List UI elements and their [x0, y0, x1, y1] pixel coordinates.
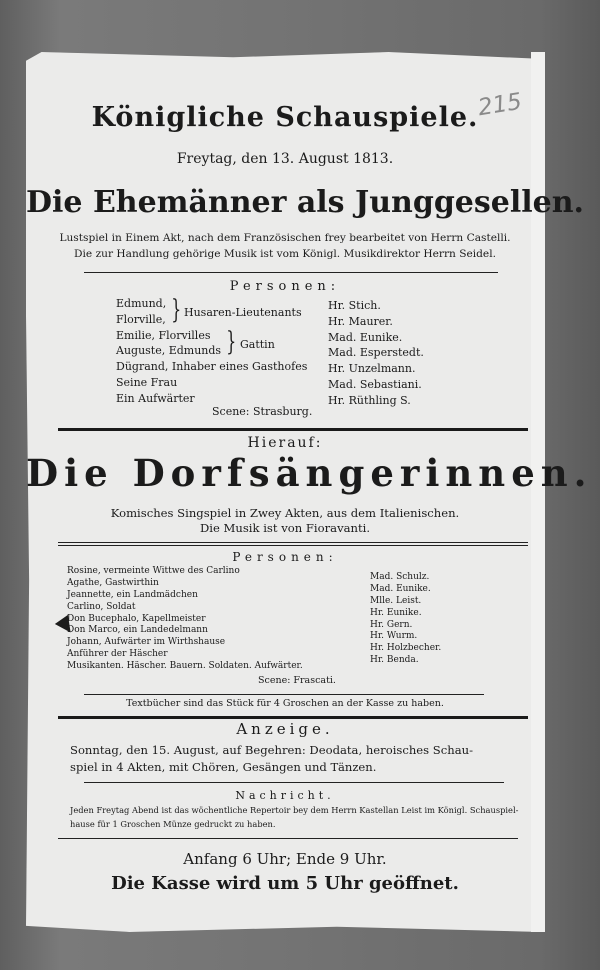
play1-music-credit: Die zur Handlung gehörige Musik ist vom Königl. Musikdirektor Herrn Seidel.: [74, 248, 496, 260]
divider: [58, 838, 518, 839]
actor: Hr. Benda.: [370, 655, 419, 666]
role-note: Husaren-Lieutenants: [184, 306, 302, 319]
actor: Hr. Stich.: [328, 299, 381, 312]
role: Auguste, Edmunds: [116, 344, 222, 358]
divider: [84, 782, 504, 783]
actor: Mad. Eunike.: [370, 583, 431, 594]
show-times: Anfang 6 Uhr; Ende 9 Uhr.: [183, 850, 387, 868]
play2-actors: [370, 572, 441, 667]
actor: Mad. Eunike.: [328, 330, 403, 344]
actor: Mad. Sebastiani.: [328, 377, 422, 391]
role: Florville,: [116, 312, 166, 326]
textbook-note: Textbücher sind das Stück für 4 Groschen an der Kasse zu haben.: [126, 698, 444, 709]
actor: Mad. Esperstedt.: [328, 346, 424, 360]
play2-roles: [67, 566, 303, 673]
hierauf-label: Hierauf:: [247, 435, 323, 451]
actor: Hr. Wurm.: [370, 631, 418, 642]
personen-heading: Personen:: [232, 550, 338, 564]
actor: Hr. Rüthling S.: [328, 393, 411, 407]
anzeige-text: Sonntag, den 15. August, auf Begehren: Deodata, heroisches Schau-: [70, 743, 474, 757]
play1-title: Die Ehemänner als Junggesellen.: [26, 185, 584, 220]
play2-scene: Scene: Frascati.: [258, 675, 336, 686]
divider: [84, 272, 498, 273]
archive-number: 215: [476, 88, 524, 122]
brace-icon: }: [171, 295, 182, 325]
play1-subtitle: Lustspiel in Einem Akt, nach dem Französischen frey bearbeitet von Herrn Castelli.: [59, 232, 511, 244]
actor: Hr. Holzbecher.: [370, 643, 442, 654]
anzeige-heading: Anzeige.: [236, 720, 334, 738]
role: Edmund,: [116, 297, 167, 310]
play1-actors: [328, 298, 424, 409]
divider: [84, 694, 484, 695]
play1-scene: Scene: Strasburg.: [212, 405, 313, 418]
role: Don Marco, ein Landedelmann: [67, 625, 208, 636]
nachricht-text: Jeden Freytag Abend ist das wöchentliche Repertoir bey dem Herrn Kastellan Leist im Königl. Schauspiel-: [70, 805, 519, 815]
role: Musikanten. Häscher. Bauern. Soldaten. Aufwärter.: [67, 661, 303, 672]
role: Ein Aufwärter: [116, 391, 195, 405]
role: Dügrand, Inhaber eines Gasthofes: [116, 360, 308, 374]
actor: Mlle. Leist.: [370, 595, 422, 606]
role: Seine Frau: [116, 375, 178, 389]
role: Anführer der Häscher: [67, 649, 168, 660]
role: Agathe, Gastwirthin: [67, 577, 159, 588]
play2-subtitle: Komisches Singspiel in Zwey Akten, aus dem Italienischen.: [110, 506, 460, 520]
role: Don Bucephalo, Kapellmeister: [67, 613, 206, 624]
play2-title: Die Dorfsängerinnen.: [26, 451, 593, 495]
divider: [58, 716, 528, 719]
divider: [58, 428, 528, 431]
theatre-title: Königliche Schauspiele.: [91, 102, 479, 133]
actor: Mad. Schulz.: [370, 572, 430, 582]
role: Jeannette, ein Landmädchen: [67, 589, 198, 600]
brace-icon: }: [226, 327, 237, 357]
nachricht-text: hause für 1 Groschen Münze gedruckt zu haben.: [70, 819, 276, 829]
performance-date: Freytag, den 13. August 1813.: [176, 151, 394, 167]
play2-music-credit: Die Musik ist von Fioravanti.: [199, 521, 371, 535]
nachricht-heading: Nachricht.: [235, 789, 335, 802]
role: Emilie, Florvilles: [116, 328, 211, 342]
box-office-note: Die Kasse wird um 5 Uhr geöffnet.: [111, 873, 459, 894]
role: Carlino, Soldat: [67, 601, 136, 612]
role-note: Gattin: [240, 338, 275, 351]
personen-heading: Personen:: [229, 279, 341, 294]
divider: [58, 542, 528, 546]
role: Rosine, vermeinte Wittwe des Carlino: [67, 566, 240, 576]
actor: Hr. Unzelmann.: [328, 362, 416, 376]
actor: Hr. Eunike.: [370, 607, 422, 618]
anzeige-text: spiel in 4 Akten, mit Chören, Gesängen und Tänzen.: [70, 760, 377, 774]
actor: Hr. Gern.: [370, 619, 413, 630]
actor: Hr. Maurer.: [328, 314, 393, 328]
role: Johann, Aufwärter im Wirthshause: [67, 637, 226, 648]
